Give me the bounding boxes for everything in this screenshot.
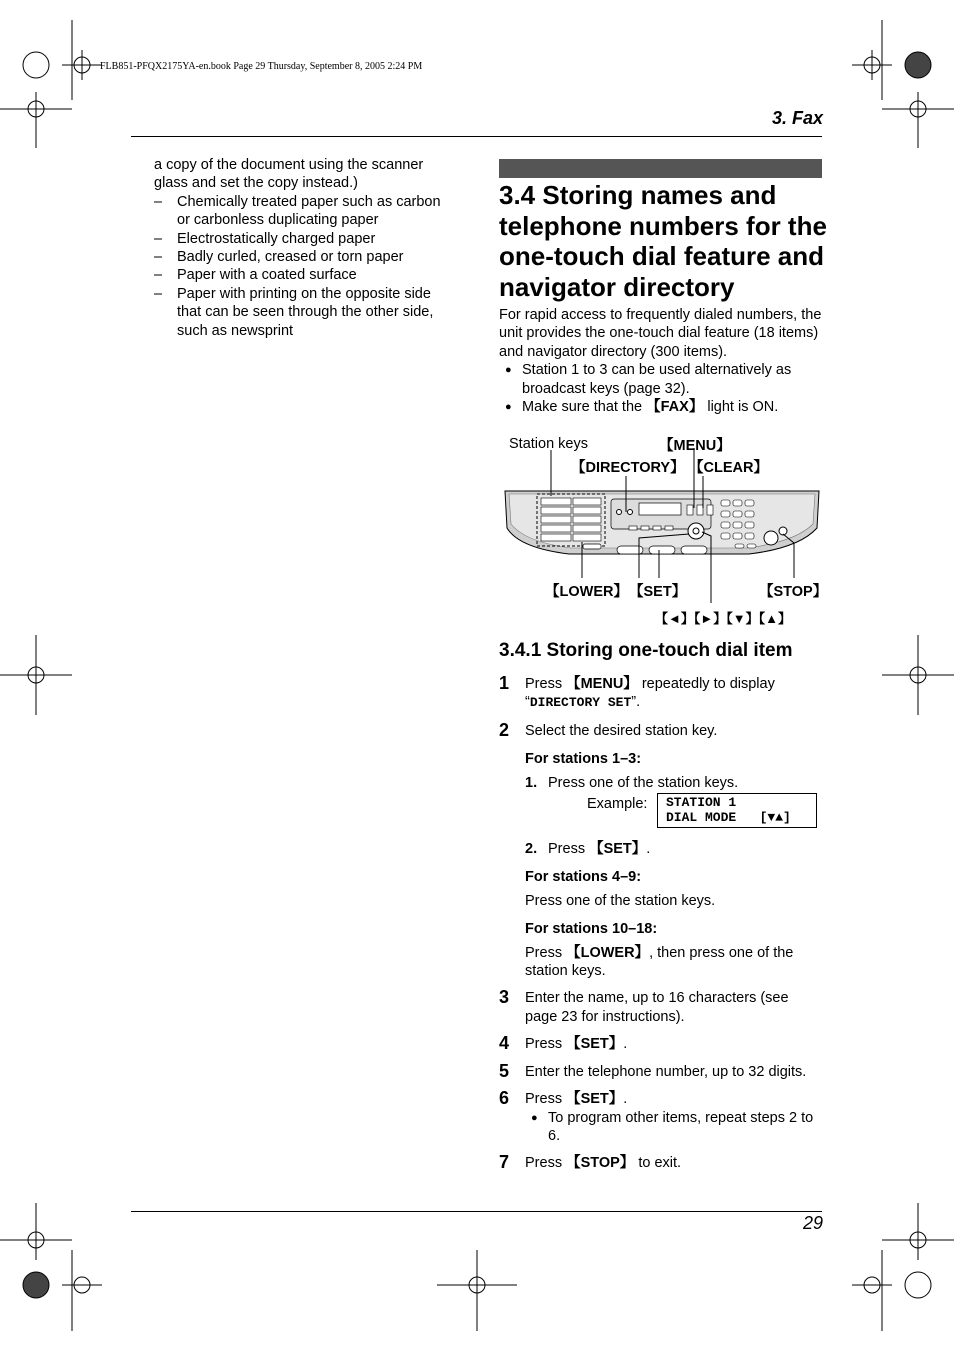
stations-10-18-text: Press 【LOWER】, then press one of the station keys.: [525, 944, 794, 980]
list-item: – Paper with a coated surface: [154, 267, 357, 284]
step-4: 4 Press 【SET】.: [499, 1033, 628, 1054]
sub-item: 2. Press 【SET】.: [525, 841, 651, 858]
bullet-item: ● Station 1 to 3 can be used alternatively as broadcast keys (page 32).: [505, 362, 792, 397]
navigator-keys-label: 【◄】【►】【▼】【▲】: [655, 611, 791, 626]
stations-4-9-heading: For stations 4–9:: [525, 869, 642, 886]
print-info-line: FLB851-PFQX2175YA-en.book Page 29 Thursday, September 8, 2005 2:24 PM: [100, 61, 423, 72]
continuation-text: a copy of the document using the scanner glass and set the copy instead.): [154, 157, 424, 192]
page-number: 29: [802, 1213, 823, 1233]
step-7: 7 Press 【STOP】 to exit.: [499, 1152, 682, 1173]
clear-key-label: 【CLEAR】: [689, 460, 768, 476]
intro-block: [499, 306, 822, 416]
header-rule: [131, 136, 822, 137]
footer-rule: [131, 1211, 822, 1212]
lcd-display: STATION 1 DIAL MODE [▼▲]: [657, 793, 817, 828]
list-item: – Electrostatically charged paper: [154, 230, 376, 247]
stop-key-label: 【STOP】: [759, 584, 828, 600]
steps-list: [499, 675, 824, 1182]
bullet-item: ● To program other items, repeat steps 2 to 6.: [531, 1109, 814, 1144]
intro-text: For rapid access to frequently dialed numbers, the unit provides the one-touch dial feature (18 items) and navigator directory (300 items).: [499, 307, 822, 360]
left-column: [154, 156, 454, 340]
control-panel-diagram: [499, 428, 829, 628]
step-3: 3 Enter the name, up to 16 characters (see page 23 for instructions).: [499, 987, 789, 1025]
step-1: 1 Press 【MENU】 repeatedly to display “DIRECTORY SET”.: [499, 673, 775, 711]
section-title: 3.4 Storing names and telephone numbers for the one-touch dial feature and navigator directory: [499, 180, 827, 302]
step-5: 5 Enter the telephone number, up to 32 digits.: [499, 1060, 807, 1081]
set-key-label: 【SET】: [629, 584, 687, 600]
list-item: – Chemically treated paper such as carbon or carbonless duplicating paper: [154, 193, 441, 229]
section-bar: [499, 159, 822, 178]
subsection-title: 3.4.1 Storing one-touch dial item: [499, 640, 793, 661]
stations-4-9-text: Press one of the station keys.: [525, 892, 716, 909]
directory-key-label: 【DIRECTORY】: [571, 460, 685, 476]
step-2: 2 Select the desired station key. For stations 1–3: 1. Press one of the station keys. Example: STATION 1 DIAL MODE [▼▲] 2. Press 【SET】. For stations 4–9: Press one of the station keys. For stations 10–18: Press 【LOWER】, then press one of the station keys.: [499, 722, 824, 981]
menu-key-label: 【MENU】: [659, 438, 731, 454]
lower-key-label: 【LOWER】: [545, 584, 628, 600]
running-header: 3. Fax: [771, 108, 823, 128]
lcd-example: [525, 795, 824, 835]
station-keys-label: Station keys: [509, 436, 588, 452]
example-label: Example:: [587, 796, 648, 813]
bullet-item: ● Make sure that the 【FAX】 light is ON.: [505, 399, 779, 416]
stations-1-3-heading: For stations 1–3:: [525, 751, 642, 768]
list-item: – Badly curled, creased or torn paper: [154, 249, 404, 266]
list-item: – Paper with printing on the opposite side that can be seen through the other side, such as newsprint: [154, 285, 434, 339]
stations-10-18-heading: For stations 10–18:: [525, 921, 658, 938]
sub-item: 1. Press one of the station keys.: [525, 774, 739, 791]
step-6: 6 Press 【SET】. ● To program other items, repeat steps 2 to 6.: [499, 1090, 824, 1145]
